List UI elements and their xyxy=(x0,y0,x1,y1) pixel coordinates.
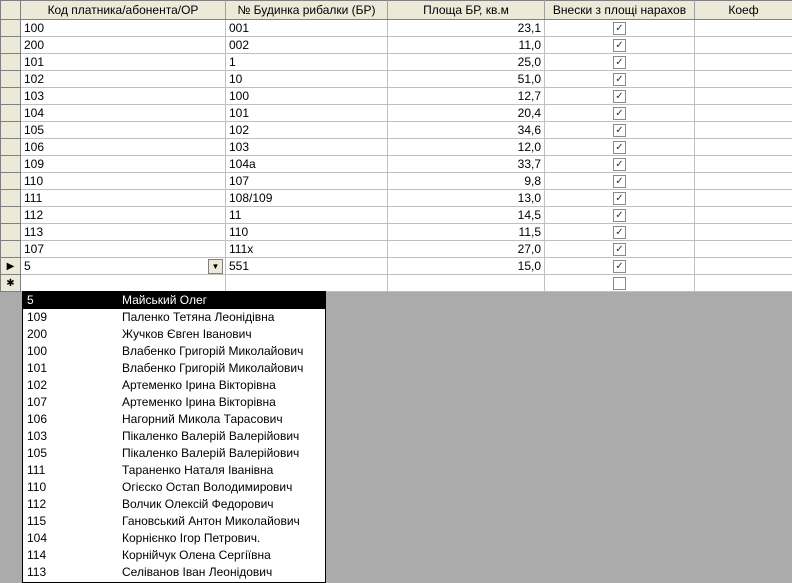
dropdown-option[interactable] xyxy=(23,377,325,394)
column-header-code[interactable]: Код платника/абонента/ОР xyxy=(21,1,226,20)
cell-code[interactable]: 106 xyxy=(21,139,226,156)
contributions-checkbox[interactable]: ✓ xyxy=(613,124,626,137)
cell-house[interactable]: 103 xyxy=(226,139,388,156)
cell-code[interactable]: 104 xyxy=(21,105,226,122)
header-row xyxy=(1,1,792,20)
cell-contributions[interactable] xyxy=(545,54,695,71)
row-selector[interactable] xyxy=(1,71,21,88)
cell-house[interactable]: 102 xyxy=(226,122,388,139)
row-selector[interactable] xyxy=(1,54,21,71)
cell-contributions[interactable] xyxy=(545,241,695,258)
option-code: 109 xyxy=(23,309,122,326)
cell-house[interactable] xyxy=(226,275,388,292)
cell-area[interactable]: 9,8 xyxy=(388,173,545,190)
contributions-checkbox[interactable] xyxy=(613,277,626,290)
row-selector[interactable] xyxy=(1,105,21,122)
cell-contributions[interactable] xyxy=(545,156,695,173)
cell-house[interactable]: 551 xyxy=(226,258,388,275)
option-code: 103 xyxy=(23,428,122,445)
option-name: Жучков Євген Іванович xyxy=(122,326,322,343)
editing-row[interactable] xyxy=(1,258,792,275)
row-selector[interactable] xyxy=(1,20,21,37)
option-name: Корнієнко Ігор Петрович. xyxy=(122,530,322,547)
table-row[interactable] xyxy=(1,190,792,207)
option-name: Майський Олег xyxy=(122,292,322,309)
cell-area[interactable]: 34,6 xyxy=(388,122,545,139)
option-name: Волчик Олексій Федорович xyxy=(122,496,322,513)
row-selector[interactable] xyxy=(1,224,21,241)
option-code: 112 xyxy=(23,496,122,513)
contributions-checkbox[interactable]: ✓ xyxy=(613,22,626,35)
table-row[interactable] xyxy=(1,122,792,139)
cell-house[interactable]: 11 xyxy=(226,207,388,224)
cell-coef[interactable] xyxy=(695,241,792,258)
table-row[interactable] xyxy=(1,241,792,258)
option-code: 101 xyxy=(23,360,122,377)
contributions-checkbox[interactable]: ✓ xyxy=(613,260,626,273)
cell-coef[interactable] xyxy=(695,88,792,105)
cell-house[interactable]: 001 xyxy=(226,20,388,37)
option-name: Паленко Тетяна Леонідівна xyxy=(122,309,322,326)
cell-area[interactable]: 12,7 xyxy=(388,88,545,105)
cell-contributions[interactable] xyxy=(545,37,695,54)
contributions-checkbox[interactable]: ✓ xyxy=(613,226,626,239)
dropdown-option[interactable] xyxy=(23,445,325,462)
contributions-checkbox[interactable]: ✓ xyxy=(613,175,626,188)
cell-contributions[interactable] xyxy=(545,71,695,88)
row-selector[interactable] xyxy=(1,241,21,258)
option-code: 107 xyxy=(23,394,122,411)
option-code: 100 xyxy=(23,343,122,360)
cell-contributions[interactable] xyxy=(545,190,695,207)
dropdown-option[interactable] xyxy=(23,394,325,411)
cell-code[interactable]: 101 xyxy=(21,54,226,71)
contributions-checkbox[interactable]: ✓ xyxy=(613,56,626,69)
table-row[interactable] xyxy=(1,20,792,37)
dropdown-option[interactable] xyxy=(23,530,325,547)
cell-area[interactable]: 51,0 xyxy=(388,71,545,88)
cell-code[interactable]: 112 xyxy=(21,207,226,224)
corner-selector[interactable] xyxy=(1,1,21,20)
cell-house[interactable]: 111x xyxy=(226,241,388,258)
cell-code[interactable]: 105 xyxy=(21,122,226,139)
dropdown-option[interactable] xyxy=(23,462,325,479)
option-name: Огієско Остап Володимирович xyxy=(122,479,322,496)
option-name: Влабенко Григорій Миколайович xyxy=(122,360,322,377)
table-row[interactable] xyxy=(1,37,792,54)
option-code: 115 xyxy=(23,513,122,530)
cell-coef[interactable] xyxy=(695,71,792,88)
cell-code[interactable]: 103 xyxy=(21,88,226,105)
row-selector[interactable] xyxy=(1,139,21,156)
cell-coef[interactable] xyxy=(695,275,792,292)
cell-code[interactable]: 113 xyxy=(21,224,226,241)
cell-contributions[interactable] xyxy=(545,105,695,122)
dropdown-option[interactable] xyxy=(23,479,325,496)
row-selector[interactable] xyxy=(1,173,21,190)
contributions-checkbox[interactable]: ✓ xyxy=(613,90,626,103)
option-name: Тараненко Наталя Іванівна xyxy=(122,462,322,479)
cell-area[interactable] xyxy=(388,275,545,292)
cell-area[interactable]: 25,0 xyxy=(388,54,545,71)
cell-code[interactable]: 111 xyxy=(21,190,226,207)
cell-house[interactable]: 104a xyxy=(226,156,388,173)
cell-area[interactable]: 20,4 xyxy=(388,105,545,122)
cell-code[interactable]: 107 xyxy=(21,241,226,258)
contributions-checkbox[interactable]: ✓ xyxy=(613,243,626,256)
dropdown-option[interactable] xyxy=(23,564,325,581)
cell-code[interactable]: 200 xyxy=(21,37,226,54)
cell-area[interactable]: 15,0 xyxy=(388,258,545,275)
cell-contributions[interactable] xyxy=(545,173,695,190)
cell-area[interactable]: 27,0 xyxy=(388,241,545,258)
cell-house[interactable]: 10 xyxy=(226,71,388,88)
cell-area[interactable]: 11,0 xyxy=(388,37,545,54)
option-code: 114 xyxy=(23,547,122,564)
cell-code[interactable] xyxy=(21,275,226,292)
dropdown-option[interactable] xyxy=(23,292,325,309)
cell-contributions[interactable] xyxy=(545,207,695,224)
table-row[interactable] xyxy=(1,71,792,88)
contributions-checkbox[interactable]: ✓ xyxy=(613,209,626,222)
cell-area[interactable]: 11,5 xyxy=(388,224,545,241)
new-record-marker: ✱ xyxy=(1,275,21,292)
option-name: Пікаленко Валерій Валерійович xyxy=(122,428,322,445)
cell-coef[interactable] xyxy=(695,54,792,71)
row-selector[interactable] xyxy=(1,37,21,54)
new-record-row[interactable] xyxy=(1,275,792,292)
row-selector[interactable] xyxy=(1,207,21,224)
option-name: Корнійчук Олена Сергіївна xyxy=(122,547,322,564)
option-code: 113 xyxy=(23,564,122,581)
cell-coef[interactable] xyxy=(695,37,792,54)
table-row[interactable] xyxy=(1,224,792,241)
contributions-checkbox[interactable]: ✓ xyxy=(613,158,626,171)
cell-area[interactable]: 23,1 xyxy=(388,20,545,37)
dropdown-option[interactable] xyxy=(23,360,325,377)
cell-code[interactable]: 110 xyxy=(21,173,226,190)
cell-coef[interactable] xyxy=(695,224,792,241)
cell-contributions[interactable] xyxy=(545,20,695,37)
cell-house[interactable]: 002 xyxy=(226,37,388,54)
table-row[interactable] xyxy=(1,139,792,156)
option-code: 200 xyxy=(23,326,122,343)
option-name: Артеменко Ірина Вікторівна xyxy=(122,377,322,394)
cell-area[interactable]: 12,0 xyxy=(388,139,545,156)
column-header-area[interactable]: Площа БР, кв.м xyxy=(388,1,545,20)
column-header-house[interactable]: № Будинка рибалки (БР) xyxy=(226,1,388,20)
row-selector[interactable] xyxy=(1,156,21,173)
code-combo-value: 5 xyxy=(21,259,31,273)
cell-contributions[interactable] xyxy=(545,258,695,275)
table-row[interactable] xyxy=(1,54,792,71)
cell-coef[interactable] xyxy=(695,105,792,122)
column-header-contributions[interactable]: Внески з площі нарахов xyxy=(545,1,695,20)
cell-house[interactable]: 101 xyxy=(226,105,388,122)
cell-house[interactable]: 108/109 xyxy=(226,190,388,207)
option-name: Влабенко Григорій Миколайович xyxy=(122,343,322,360)
contributions-checkbox[interactable]: ✓ xyxy=(613,107,626,120)
option-name: Пікаленко Валерій Валерійович xyxy=(122,445,322,462)
option-code: 5 xyxy=(23,292,122,309)
dropdown-option[interactable] xyxy=(23,411,325,428)
column-header-coef[interactable]: Коеф xyxy=(695,1,792,20)
cell-contributions[interactable] xyxy=(545,88,695,105)
option-code: 111 xyxy=(23,462,122,479)
cell-house[interactable]: 1 xyxy=(226,54,388,71)
row-selector[interactable] xyxy=(1,88,21,105)
cell-house[interactable]: 107 xyxy=(226,173,388,190)
cell-coef[interactable] xyxy=(695,190,792,207)
dropdown-option[interactable] xyxy=(23,547,325,564)
option-code: 110 xyxy=(23,479,122,496)
option-name: Артеменко Ірина Вікторівна xyxy=(122,394,322,411)
option-code: 106 xyxy=(23,411,122,428)
current-row-marker: ▶ xyxy=(1,258,21,275)
option-code: 102 xyxy=(23,377,122,394)
cell-contributions[interactable] xyxy=(545,275,695,292)
cell-house[interactable]: 110 xyxy=(226,224,388,241)
cell-contributions[interactable] xyxy=(545,122,695,139)
table-row[interactable] xyxy=(1,156,792,173)
contributions-checkbox[interactable]: ✓ xyxy=(613,39,626,52)
cell-area[interactable]: 33,7 xyxy=(388,156,545,173)
table-row[interactable] xyxy=(1,88,792,105)
contributions-checkbox[interactable]: ✓ xyxy=(613,192,626,205)
option-code: 104 xyxy=(23,530,122,547)
cell-code[interactable]: 102 xyxy=(21,71,226,88)
cell-coef[interactable] xyxy=(695,156,792,173)
cell-code[interactable]: 109 xyxy=(21,156,226,173)
row-selector[interactable] xyxy=(1,190,21,207)
option-code: 105 xyxy=(23,445,122,462)
contributions-checkbox[interactable]: ✓ xyxy=(613,73,626,86)
cell-contributions[interactable] xyxy=(545,224,695,241)
cell-house[interactable]: 100 xyxy=(226,88,388,105)
dropdown-option[interactable] xyxy=(23,309,325,326)
dropdown-arrow-icon[interactable]: ▼ xyxy=(208,259,223,274)
cell-coef[interactable] xyxy=(695,139,792,156)
dropdown-option[interactable] xyxy=(23,428,325,445)
table-row[interactable] xyxy=(1,173,792,190)
dropdown-option[interactable] xyxy=(23,343,325,360)
cell-area[interactable]: 14,5 xyxy=(388,207,545,224)
dropdown-option[interactable] xyxy=(23,496,325,513)
option-name: Селіванов Іван Леонідович xyxy=(122,564,322,581)
table-row[interactable] xyxy=(1,207,792,224)
cell-area[interactable]: 13,0 xyxy=(388,190,545,207)
dropdown-option[interactable] xyxy=(23,326,325,343)
option-name: Гановський Антон Миколайович xyxy=(122,513,322,530)
code-dropdown-list[interactable] xyxy=(22,291,326,583)
cell-code[interactable]: 100 xyxy=(21,20,226,37)
cell-coef[interactable] xyxy=(695,20,792,37)
cell-coef[interactable] xyxy=(695,258,792,275)
contributions-checkbox[interactable]: ✓ xyxy=(613,141,626,154)
row-selector[interactable] xyxy=(1,122,21,139)
option-name: Нагорний Микола Тарасович xyxy=(122,411,322,428)
cell-coef[interactable] xyxy=(695,173,792,190)
cell-contributions[interactable] xyxy=(545,139,695,156)
code-combo-input[interactable] xyxy=(21,258,226,275)
cell-coef[interactable] xyxy=(695,207,792,224)
cell-coef[interactable] xyxy=(695,122,792,139)
dropdown-option[interactable] xyxy=(23,513,325,530)
table-row[interactable] xyxy=(1,105,792,122)
